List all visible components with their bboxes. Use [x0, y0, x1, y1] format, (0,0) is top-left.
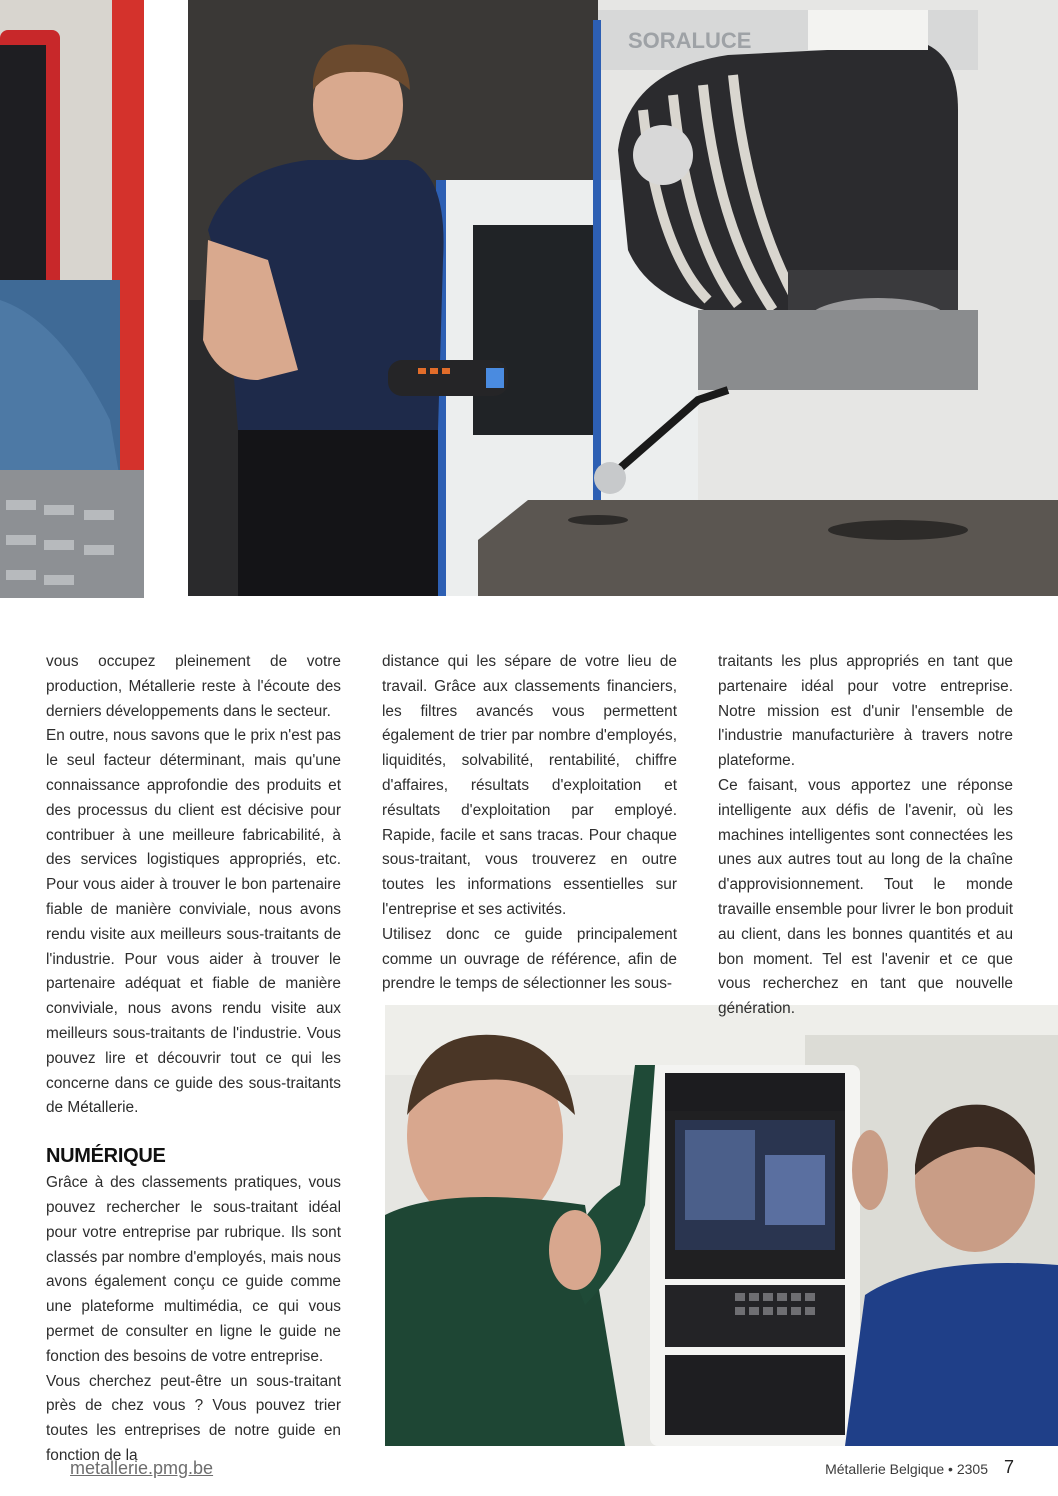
cnc-panel-illustration [385, 1005, 1058, 1446]
footer-website-link[interactable]: metallerie.pmg.be [70, 1458, 214, 1478]
photo-operator-milling-machine [188, 0, 1058, 596]
text-column-1 [46, 650, 341, 1469]
paragraph: Ce faisant, vous apportez une réponse intelligente aux défis de l'avenir, où les machines intelligentes sont connectées les unes aux autres tout au long de la chaîne d'approvisionnement. Tout le monde travaille ensemble pour livrer le bon produit au client, dans les bonnes quantités et au bon moment. Tel est l'avenir et ce que vous recherchez en tant que nouvelle génération. [718, 776, 1013, 1018]
paragraph: traitants les plus appropriés en tant que partenaire idéal pour votre entreprise. Notre mission est d'unir l'ensemble de l'industrie manufacturière à travers notre plateforme. [718, 653, 1013, 770]
workshop-illustration [0, 0, 144, 598]
milling-machine-illustration [188, 0, 1058, 596]
photo-workshop-crop [0, 0, 144, 598]
paragraph: distance qui les sépare de votre lieu de travail. Grâce aux classements financiers, les filtres avancés vous permettent également de trier par nombre d'employés, liquidités, solvabilité, rentabilité, chiffre d'affaires, résultats d'exploitation et résultats d'exploitation par employé. Rapide, facile et sans tracas. Pour chaque sous-traitant, vous trouverez en outre toutes les informations essentielles sur l'entreprise et ses activités. [382, 653, 677, 918]
paragraph: En outre, nous savons que le prix n'est pas le seul facteur déterminant, mais qu'une connaissance approfondie des produits et des processus du client est décisive pour contribuer à une meilleure fabricabilité, à des services logistiques appropriés, etc. Pour vous aider à trouver le bon partenaire fiable de manière conviviale, nous avons rendu visite aux meilleurs sous-traitants de l'industrie. Pour vous aider à trouver le partenaire adéquat et fiable de manière conviviale, nous avons rendu visite aux meilleurs sous-traitants de l'industrie. Vous pouvez lire et découvrir tout ce qui les concerne dans ce guide des sous-traitants de Métallerie. [46, 727, 341, 1117]
text-column-3 [718, 650, 1013, 1022]
machine-brand-text: SORALUCE [628, 28, 752, 53]
paragraph: Vous cherchez peut-être un sous-traitant près de chez vous ? Vous pouvez trier toutes les entreprises de notre guide en fonction de la [46, 1372, 341, 1464]
photo-operators-cnc-panel [385, 1005, 1058, 1446]
text-column-2 [382, 650, 677, 997]
paragraph: vous occupez pleinement de votre production, Métallerie reste à l'écoute des derniers développements dans le secteur. [46, 653, 341, 720]
paragraph: Grâce à des classements pratiques, vous pouvez rechercher le sous-traitant idéal pour votre entreprise par rubrique. Ils sont classés par nombre d'employés, mais nous avons également conçu ce guide comme une plateforme multimédia, ce qui vous permet de consulter en ligne le guide ne fonction des besoins de votre entreprise. [46, 1174, 341, 1365]
section-heading-numerique: NUMÉRIQUE [46, 1145, 166, 1168]
paragraph: Utilisez donc ce guide principalement comme un ouvrage de référence, afin de prendre le temps de sélectionner les sous- [382, 925, 677, 993]
footer-publication: Métallerie Belgique • 2305 [825, 1461, 988, 1477]
page-number: 7 [1003, 1457, 1014, 1477]
